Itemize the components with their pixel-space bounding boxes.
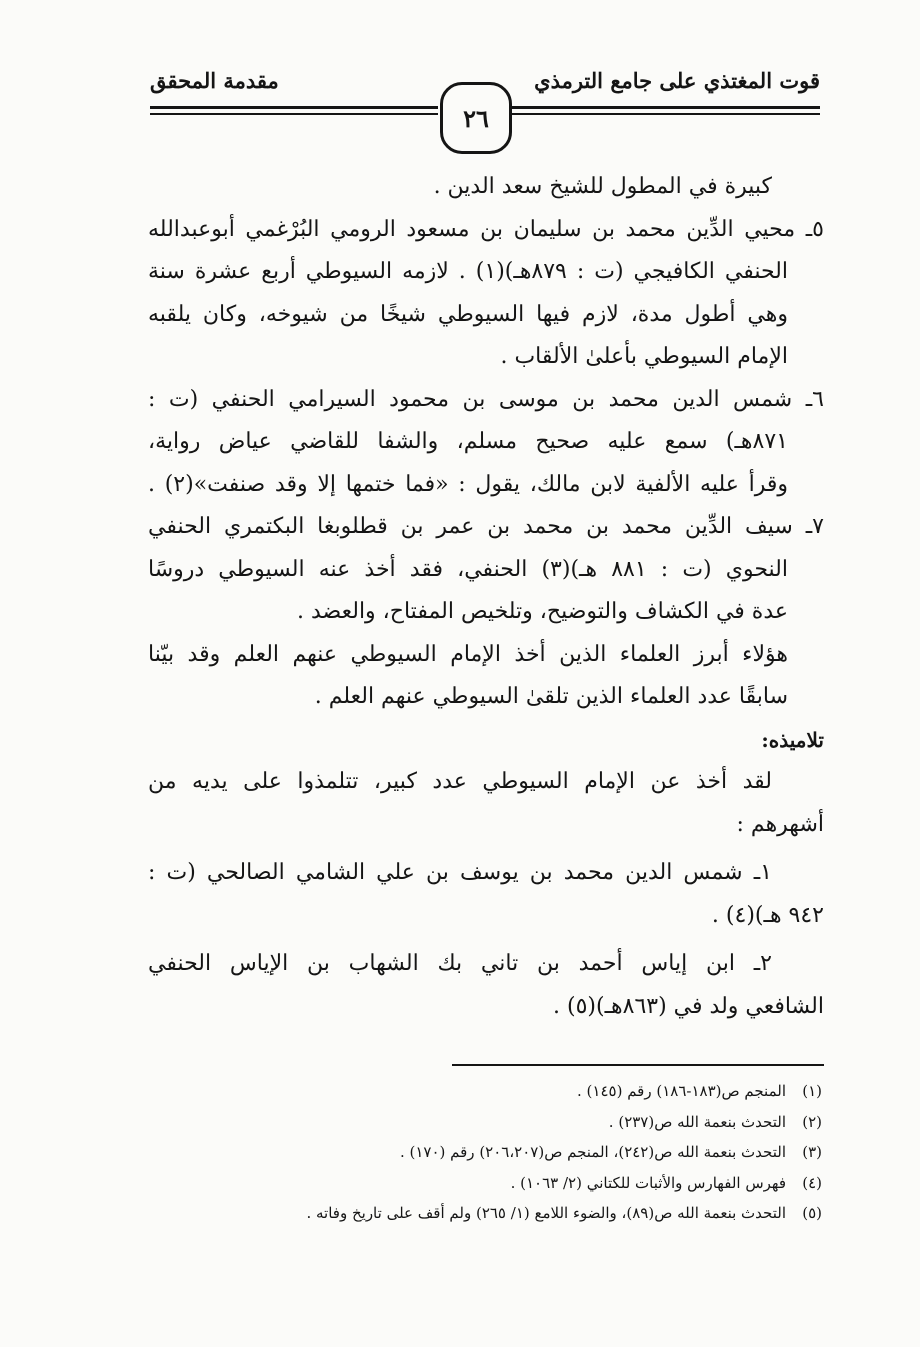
page-header xyxy=(150,60,820,160)
list-item-7-line: ٧ـ سيف الدِّين محمد بن محمد بن عمر بن قطلوبغا البكتمري الحنفي xyxy=(148,514,824,539)
text-line: هؤلاء أبرز العلماء الذين أخذ الإمام السيوطي عنهم العلم وقد بيّنا xyxy=(148,641,788,667)
header-rule-left xyxy=(150,106,438,109)
header-rule-right xyxy=(510,106,820,109)
student-item-2-line: ٢ـ ابن إياس أحمد بن تاني بك الشهاب بن الإياس الحنفي xyxy=(148,951,772,976)
text-line: الحنفي الكافيجي (ت : ٨٧٩هـ)(١) . لازمه السيوطي أربع عشرة سنة xyxy=(148,259,788,284)
text-line: الإمام السيوطي بأعلىٰ الألقاب . xyxy=(500,344,788,369)
footnote-number: (٥) xyxy=(802,1204,822,1222)
footnote-separator xyxy=(452,1064,824,1066)
page-number: ٢٦ xyxy=(440,82,512,154)
footnote-number: (٣) xyxy=(802,1143,822,1161)
text-line: عدة في الكشاف والتوضيح، وتلخيص المفتاح، والعضد . xyxy=(297,599,788,624)
footnote xyxy=(150,1198,822,1229)
footnote-number: (٢) xyxy=(802,1112,822,1131)
running-head-section-title: مقدمة المحقق xyxy=(150,68,279,93)
text-line: وقرأ عليه الألفية لابن مالك، يقول : «فما ختمها إلا وقد صنفت»(٢) . xyxy=(148,471,788,497)
footnote xyxy=(150,1168,822,1199)
footnotes xyxy=(150,1076,822,1229)
text-line: وهي أطول مدة، لازم فيها السيوطي شيخًا من شيوخه، وكان يلقبه xyxy=(148,301,788,327)
text-line: ٨٧١هـ) سمع عليه صحيح مسلم، والشفا للقاضي عياض رواية، xyxy=(148,429,788,454)
running-head-book-title: قوت المغتذي على جامع الترمذي xyxy=(534,68,820,93)
text-line: كبيرة في المطول للشيخ سعد الدين . xyxy=(433,174,772,199)
footnote-text: التحدث بنعمة الله ص(٨٩)، والضوء اللامع (١/ ٢٦٥) ولم أقف على تاريخ وفاته . xyxy=(306,1204,786,1222)
section-heading: تلاميذه: xyxy=(761,727,824,752)
footnote xyxy=(150,1107,822,1138)
footnote-text: التحدث بنعمة الله ص(٢٣٧) . xyxy=(608,1112,786,1131)
footnote-text: فهرس الفهارس والأثبات للكتاني (٢/ ١٠٦٣) . xyxy=(510,1173,786,1192)
text-line: سابقًا عدد العلماء الذين تلقىٰ السيوطي عنهم العلم . xyxy=(314,684,788,709)
footnote-text: المنجم ص(١٨٣-١٨٦) رقم (١٤٥) . xyxy=(577,1082,786,1100)
text-line: النحوي (ت : ٨٨١ هـ)(٣) الحنفي، فقد أخذ عنه السيوطي دروسًا xyxy=(148,556,788,582)
main-text xyxy=(148,166,824,1028)
footnote-number: (١) xyxy=(802,1082,822,1100)
list-item-6-line: ٦ـ شمس الدين محمد بن موسى بن محمود السيرامي الحنفي (ت : xyxy=(148,386,824,412)
footnote xyxy=(150,1076,822,1107)
footnote-text: التحدث بنعمة الله ص(٢٤٢)، المنجم ص(٢٠٦،٢٠٧) رقم (١٧٠) . xyxy=(399,1143,786,1161)
footnote-number: (٤) xyxy=(802,1173,822,1192)
header-rule-right-thin xyxy=(510,113,820,115)
text-line: ٩٤٢ هـ)(٤) . xyxy=(711,902,824,928)
text-line: أشهرهم : xyxy=(736,811,824,837)
header-rule-left-thin xyxy=(150,113,438,115)
list-item-5-line: ٥ـ محيي الدِّين محمد بن سليمان بن مسعود الرومي البُرْغمي أبوعبدالله xyxy=(148,216,824,242)
student-item-1-line: ١ـ شمس الدين محمد بن يوسف بن علي الشامي الصالحي (ت : xyxy=(148,860,772,885)
footnote xyxy=(150,1137,822,1168)
text-line: لقد أخذ عن الإمام السيوطي عدد كبير، تتلمذوا على يديه من xyxy=(148,769,772,794)
text-line: الشافعي ولد في (٨٦٣هـ)(٥) . xyxy=(553,993,824,1019)
